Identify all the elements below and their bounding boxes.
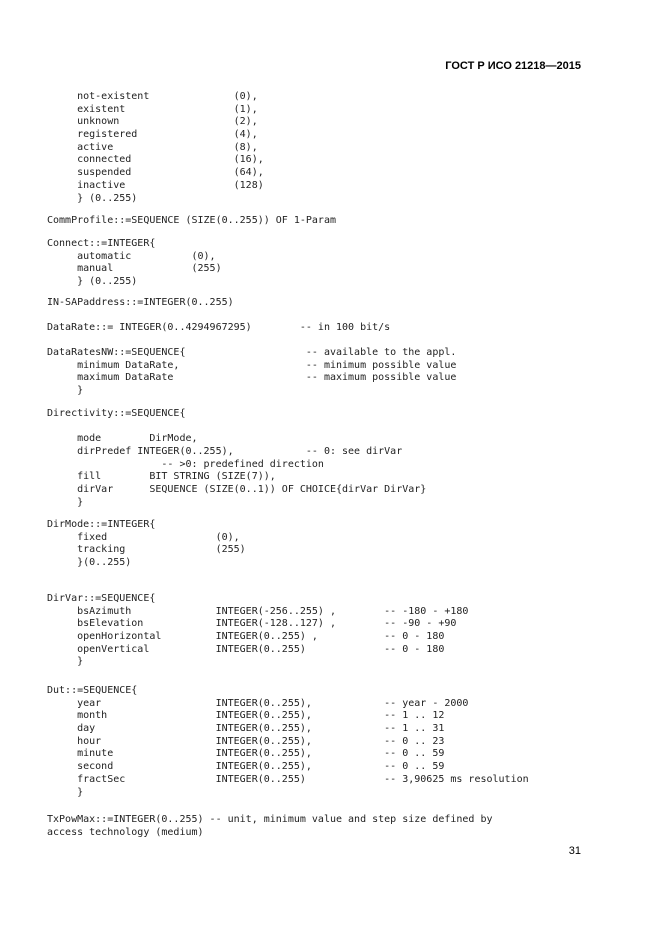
code-block-connect — [47, 238, 222, 289]
code-block-commprofile — [47, 215, 336, 228]
code-line: suspended (64), — [47, 167, 264, 179]
code-line: day INTEGER(0..255), -- 1 .. 31 — [47, 723, 445, 735]
code-line: fractSec INTEGER(0..255) -- 3,90625 ms resolution — [47, 773, 529, 785]
code-line: unknown (2), — [47, 116, 258, 128]
code-line: Connect::=INTEGER{ — [47, 238, 156, 249]
code-block-status-enum — [47, 91, 264, 205]
code-line: automatic (0), — [47, 250, 216, 262]
code-line: not-existent (0), — [47, 91, 258, 102]
code-block-dut — [47, 685, 529, 799]
code-line: IN-SAPaddress::=INTEGER(0..255) — [47, 297, 234, 308]
code-line: registered (4), — [47, 129, 258, 141]
code-line: active (8), — [47, 141, 258, 153]
code-line: existent (1), — [47, 103, 258, 115]
code-line: } — [47, 656, 84, 668]
code-line: } (0..255) — [47, 192, 138, 204]
code-line: access technology (medium) — [47, 826, 204, 838]
code-line: month INTEGER(0..255), -- 1 .. 12 — [47, 710, 445, 722]
code-line: maximum DataRate -- maximum possible value — [47, 372, 457, 384]
code-line: hour INTEGER(0..255), -- 0 .. 23 — [47, 735, 445, 747]
code-block-dirvar — [47, 593, 468, 669]
code-line: } (0..255) — [47, 276, 138, 288]
code-line: minute INTEGER(0..255), -- 0 .. 59 — [47, 748, 445, 760]
code-block-directivity — [47, 408, 426, 510]
code-line: -- >0: predefined direction — [47, 458, 324, 470]
code-line: manual (255) — [47, 263, 222, 275]
page-number: 31 — [568, 845, 581, 857]
code-line: } — [47, 385, 84, 397]
code-line: bsAzimuth INTEGER(-256..255) , -- -180 - +180 — [47, 605, 469, 617]
code-line: Directivity::=SEQUENCE{ — [47, 408, 186, 419]
code-line: dirPredef INTEGER(0..255), -- 0: see dirVar — [47, 446, 403, 458]
code-line: bsElevation INTEGER(-128..127) , -- -90 - +90 — [47, 618, 457, 630]
code-block-dataratesnw — [47, 347, 456, 398]
code-line: year INTEGER(0..255), -- year - 2000 — [47, 697, 469, 709]
document-header: ГОСТ Р ИСО 21218—2015 — [445, 60, 581, 72]
code-line: }(0..255) — [47, 557, 132, 569]
code-block-datarate — [47, 322, 390, 335]
code-line: DirVar::=SEQUENCE{ — [47, 593, 156, 604]
code-line: openVertical INTEGER(0..255) -- 0 - 180 — [47, 643, 445, 655]
code-line: } — [47, 496, 84, 508]
code-line: DataRate::= INTEGER(0..4294967295) -- in 100 bit/s — [47, 322, 391, 333]
code-line: DirMode::=INTEGER{ — [47, 519, 156, 530]
code-line — [47, 421, 426, 434]
code-line: connected (16), — [47, 154, 264, 166]
code-line: minimum DataRate, -- minimum possible value — [47, 359, 457, 371]
code-line: } — [47, 786, 84, 798]
code-line: Dut::=SEQUENCE{ — [47, 685, 138, 696]
code-line: second INTEGER(0..255), -- 0 .. 59 — [47, 761, 445, 773]
code-line: fixed (0), — [47, 531, 240, 543]
code-line: inactive (128) — [47, 179, 264, 191]
code-line: tracking (255) — [47, 544, 246, 556]
code-line: fill BIT STRING (SIZE(7)), — [47, 471, 276, 483]
code-line: CommProfile::=SEQUENCE (SIZE(0..255)) OF 1-Param — [47, 215, 336, 226]
code-line: openHorizontal INTEGER(0..255) , -- 0 - 180 — [47, 631, 445, 643]
code-block-in-sapaddress — [47, 297, 234, 310]
code-block-txpowmax — [47, 814, 493, 839]
code-line: dirVar SEQUENCE (SIZE(0..1)) OF CHOICE{dirVar DirVar} — [47, 484, 427, 496]
code-block-dirmode — [47, 519, 246, 570]
code-line: DataRatesNW::=SEQUENCE{ -- available to the appl. — [47, 347, 457, 358]
code-line: mode DirMode, — [47, 433, 198, 445]
code-line: TxPowMax::=INTEGER(0..255) -- unit, minimum value and step size defined by — [47, 814, 493, 825]
